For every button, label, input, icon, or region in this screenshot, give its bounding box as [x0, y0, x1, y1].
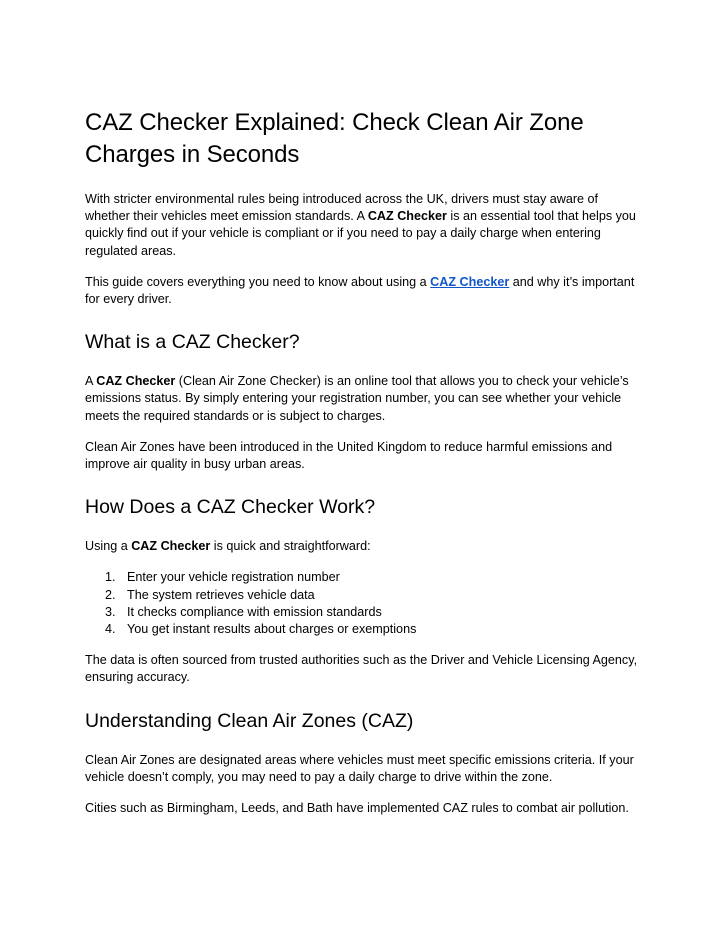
section2-p1-text: Using a [85, 539, 132, 554]
intro-p1-bold: CAZ Checker [367, 209, 447, 224]
section-heading-understanding-caz: Understanding Clean Air Zones (CAZ) [85, 709, 414, 732]
list-item [105, 604, 645, 621]
section2-p1-text-end: is quick and straightforward: [210, 539, 371, 554]
intro-p2-text-end: and why it’s important for every driver. [85, 274, 635, 307]
section-heading-what-is: What is a CAZ Checker? [85, 331, 300, 354]
section2-p1-bold: CAZ Checker [131, 539, 211, 554]
list-item-number: 4. [105, 622, 116, 637]
document-page [85, 107, 645, 831]
list-item-text: You get instant results about charges or exemptions [127, 622, 417, 637]
section1-paragraph-2: Clean Air Zones have been introduced in the United Kingdom to reduce harmful emissions and improve air quality in busy urban areas. [85, 439, 613, 472]
list-item [105, 621, 645, 638]
section1-p1-text-end: (Clean Air Zone Checker) is an online tool that allows you to check your vehicle’s emissions status. By simply entering your registration number, you can see whether your vehicle meets the required standards or is subject to charges. [85, 374, 629, 423]
steps-list [85, 569, 645, 638]
caz-checker-link[interactable]: CAZ Checker [430, 274, 510, 289]
section1-p1-text: A [85, 374, 97, 389]
intro-paragraph-2 [85, 274, 645, 308]
intro-p2-text: This guide covers everything you need to know about using a [85, 274, 431, 289]
intro-p1-text-end: is an essential tool that helps you quickly find out if your vehicle is compliant or if you need to pay a daily charge when entering regulated areas. [85, 209, 636, 258]
section3-paragraph-2: Cities such as Birmingham, Leeds, and Bath have implemented CAZ rules to combat air pollution. [85, 801, 629, 816]
list-item-text: Enter your vehicle registration number [127, 570, 340, 585]
section2-paragraph-1 [85, 538, 645, 555]
page-title: CAZ Checker Explained: Check Clean Air Zone Charges in Seconds [85, 109, 584, 168]
list-item-number: 1. [105, 570, 116, 585]
section-heading-how-works: How Does a CAZ Checker Work? [85, 496, 376, 519]
list-item [105, 569, 645, 586]
section1-p1-bold: CAZ Checker [96, 374, 176, 389]
section3-paragraph-1: Clean Air Zones are designated areas where vehicles must meet specific emissions criteria. If your vehicle doesn’t comply, you may need to pay a daily charge to drive within the zone. [85, 752, 634, 784]
list-item-number: 3. [105, 604, 116, 619]
list-item [105, 587, 645, 604]
list-item-number: 2. [105, 587, 116, 602]
intro-p1-text: With stricter environmental rules being introduced across the UK, drivers must stay aware of whether their vehicles meet emission standards. A [85, 192, 599, 224]
section1-paragraph-1 [85, 373, 645, 425]
list-item-text: The system retrieves vehicle data [127, 587, 315, 602]
list-item-text: It checks compliance with emission standards [127, 604, 382, 619]
section2-paragraph-2: The data is often sourced from trusted authorities such as the Driver and Vehicle Licensing Agency, ensuring accuracy. [85, 653, 638, 685]
intro-paragraph-1 [85, 191, 645, 260]
